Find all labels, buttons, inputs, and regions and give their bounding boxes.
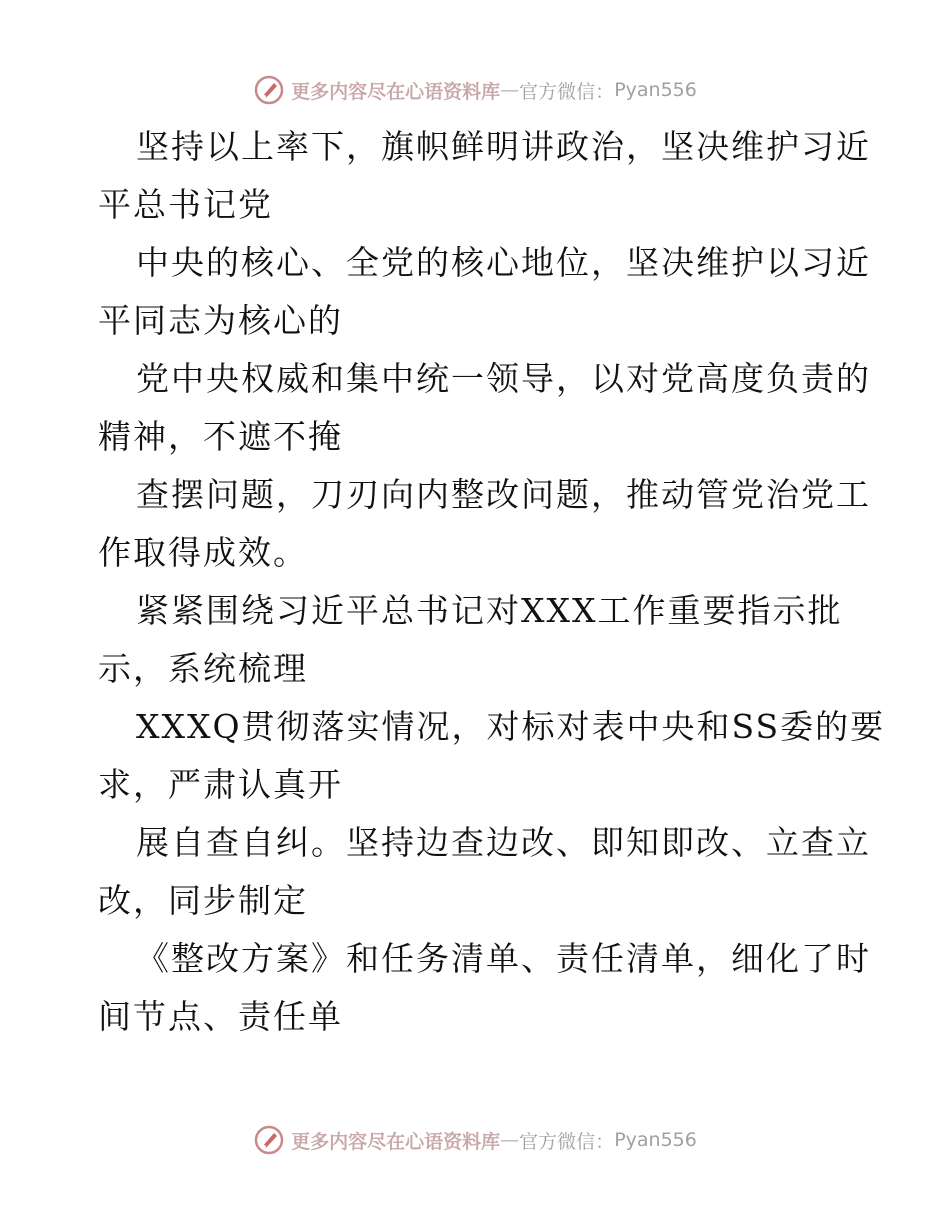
banner-title: 更多内容尽在心语资料库 [291, 80, 501, 103]
paragraph [98, 118, 871, 234]
banner-wechat-label: 官方微信： [519, 80, 615, 103]
footer-banner [0, 1120, 950, 1160]
paragraph-line: 坚持以上率下，旗帜鲜明讲政治，坚决维护习近 [136, 127, 871, 166]
paragraph-line: 党中央权威和集中统一领导，以对党高度负责的 [136, 359, 871, 398]
paragraph-line: 间节点、责任单 [98, 997, 343, 1036]
paragraph [98, 930, 871, 1046]
banner-wechat-id: Pyan556 [614, 1129, 697, 1151]
document-body [98, 118, 886, 1046]
header-banner [0, 70, 950, 110]
banner-separator: — [500, 79, 520, 101]
paragraph-line: 紧紧围绕习近平总书记对XXX工作重要指示批 [136, 591, 843, 630]
paragraph-line: 中央的核心、全党的核心地位，坚决维护以习近 [136, 243, 871, 282]
paragraph-line: XXXQ贯彻落实情况，对标对表中央和SS委的要 [136, 707, 886, 746]
paragraph [98, 234, 871, 350]
paragraph-line: 查摆问题，刀刃向内整改问题，推动管党治党工 [136, 475, 871, 514]
banner-wechat-id: Pyan556 [614, 79, 697, 101]
paragraph-line: 平同志为核心的 [98, 301, 343, 340]
pen-circle-logo-icon [253, 74, 285, 106]
paragraph-line: 展自查自纠。坚持边查边改、即知即改、立查立 [136, 823, 871, 862]
paragraph-line: 作取得成效。 [98, 533, 308, 572]
paragraph [98, 698, 886, 814]
paragraph [98, 582, 858, 698]
banner-separator: — [500, 1129, 520, 1151]
banner-title: 更多内容尽在心语资料库 [291, 1130, 501, 1153]
paragraph [98, 350, 871, 466]
paragraph-line: 《整改方案》和任务清单、责任清单，细化了时 [136, 939, 871, 978]
paragraph-line: 示，系统梳理 [98, 649, 308, 688]
paragraph [98, 466, 871, 582]
paragraph [98, 814, 871, 930]
paragraph-line: 改，同步制定 [98, 881, 308, 920]
paragraph-line: 精神，不遮不掩 [98, 417, 343, 456]
pen-circle-logo-icon [253, 1124, 285, 1156]
paragraph-line: 平总书记党 [98, 185, 273, 224]
paragraph-line: 求，严肃认真开 [98, 765, 343, 804]
banner-wechat-label: 官方微信： [519, 1130, 615, 1153]
